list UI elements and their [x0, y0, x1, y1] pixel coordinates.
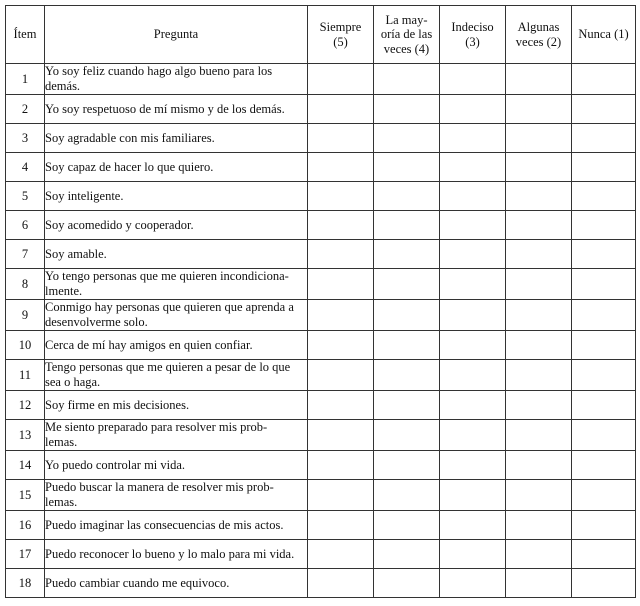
answer-cell-mayoria[interactable]: [374, 182, 440, 211]
answer-cell-nunca[interactable]: [572, 420, 636, 451]
question-cell: [45, 360, 308, 391]
answer-cell-siempre[interactable]: [308, 391, 374, 420]
answer-cell-nunca[interactable]: [572, 569, 636, 598]
item-number: 17: [6, 540, 45, 569]
answer-cell-algunas[interactable]: [506, 540, 572, 569]
answer-cell-algunas[interactable]: [506, 569, 572, 598]
table-row: [6, 540, 636, 569]
answer-cell-algunas[interactable]: [506, 451, 572, 480]
answer-cell-indeciso[interactable]: [440, 360, 506, 391]
question-text: Puedo imaginar las consecuencias de mis actos.: [45, 517, 284, 532]
header-option-nunca: [572, 6, 636, 64]
question-text: Yo soy respetuoso de mí mismo y de los demás.: [45, 101, 285, 116]
answer-cell-indeciso[interactable]: [440, 511, 506, 540]
answer-cell-siempre[interactable]: [308, 153, 374, 182]
answer-cell-algunas[interactable]: [506, 360, 572, 391]
answer-cell-indeciso[interactable]: [440, 540, 506, 569]
answer-cell-algunas[interactable]: [506, 95, 572, 124]
question-text: Yo soy feliz cuando hago algo bueno para los demás.: [45, 64, 273, 93]
item-number: 10: [6, 331, 45, 360]
item-number: 5: [6, 182, 45, 211]
answer-cell-indeciso[interactable]: [440, 95, 506, 124]
table-row: [6, 95, 636, 124]
answer-cell-mayoria[interactable]: [374, 360, 440, 391]
answer-cell-nunca[interactable]: [572, 360, 636, 391]
answer-cell-mayoria[interactable]: [374, 331, 440, 360]
item-number: 14: [6, 451, 45, 480]
item-number: 12: [6, 391, 45, 420]
answer-cell-nunca[interactable]: [572, 64, 636, 95]
answer-cell-indeciso[interactable]: [440, 420, 506, 451]
item-number: 18: [6, 569, 45, 598]
answer-cell-algunas[interactable]: [506, 182, 572, 211]
header-item: Ítem: [6, 6, 45, 64]
question-cell: [45, 391, 308, 420]
answer-cell-algunas[interactable]: [506, 211, 572, 240]
answer-cell-siempre[interactable]: [308, 124, 374, 153]
answer-cell-siempre[interactable]: [308, 480, 374, 511]
table-row: [6, 360, 636, 391]
item-number: 13: [6, 420, 45, 451]
answer-cell-nunca[interactable]: [572, 269, 636, 300]
question-text: Soy acomedido y cooperador.: [45, 217, 194, 232]
questionnaire-sheet: [5, 5, 633, 589]
question-cell: [45, 511, 308, 540]
answer-cell-indeciso[interactable]: [440, 153, 506, 182]
table-row: [6, 269, 636, 300]
question-cell: [45, 240, 308, 269]
table-row: [6, 451, 636, 480]
answer-cell-siempre[interactable]: [308, 211, 374, 240]
answer-cell-siempre[interactable]: [308, 240, 374, 269]
item-number: 3: [6, 124, 45, 153]
header-option-label: Indeciso (3): [451, 20, 494, 49]
question-text: Soy firme en mis decisiones.: [45, 397, 190, 412]
question-cell: [45, 480, 308, 511]
question-cell: [45, 269, 308, 300]
question-text: Yo tengo personas que me quieren incondiciona- lmente.: [45, 269, 289, 298]
answer-cell-siempre[interactable]: [308, 511, 374, 540]
header-option-algunas: [506, 6, 572, 64]
question-cell: [45, 331, 308, 360]
answer-cell-nunca[interactable]: [572, 480, 636, 511]
table-row: [6, 391, 636, 420]
question-cell: [45, 153, 308, 182]
answer-cell-siempre[interactable]: [308, 331, 374, 360]
answer-cell-siempre[interactable]: [308, 182, 374, 211]
survey-body: [6, 64, 636, 598]
answer-cell-nunca[interactable]: [572, 240, 636, 269]
answer-cell-mayoria[interactable]: [374, 95, 440, 124]
answer-cell-nunca[interactable]: [572, 211, 636, 240]
answer-cell-algunas[interactable]: [506, 300, 572, 331]
answer-cell-indeciso[interactable]: [440, 451, 506, 480]
answer-cell-nunca[interactable]: [572, 331, 636, 360]
header-option-label: Nunca (1): [578, 27, 629, 42]
answer-cell-algunas[interactable]: [506, 480, 572, 511]
question-text: Puedo reconocer lo bueno y lo malo para mi vida.: [45, 546, 295, 561]
answer-cell-indeciso[interactable]: [440, 480, 506, 511]
answer-cell-mayoria[interactable]: [374, 240, 440, 269]
question-text: Soy capaz de hacer lo que quiero.: [45, 159, 214, 174]
answer-cell-mayoria[interactable]: [374, 451, 440, 480]
question-cell: [45, 182, 308, 211]
header-row: [6, 6, 636, 64]
answer-cell-indeciso[interactable]: [440, 64, 506, 95]
item-number: 6: [6, 211, 45, 240]
answer-cell-indeciso[interactable]: [440, 211, 506, 240]
answer-cell-siempre[interactable]: [308, 569, 374, 598]
answer-cell-algunas[interactable]: [506, 240, 572, 269]
answer-cell-mayoria[interactable]: [374, 269, 440, 300]
question-text: Yo puedo controlar mi vida.: [45, 457, 186, 472]
question-text: Conmigo hay personas que quieren que aprenda a desenvolverme solo.: [45, 300, 294, 329]
answer-cell-mayoria[interactable]: [374, 300, 440, 331]
answer-cell-indeciso[interactable]: [440, 391, 506, 420]
answer-cell-siempre[interactable]: [308, 95, 374, 124]
answer-cell-nunca[interactable]: [572, 124, 636, 153]
question-cell: [45, 569, 308, 598]
item-number: 15: [6, 480, 45, 511]
answer-cell-nunca[interactable]: [572, 451, 636, 480]
question-text: Soy inteligente.: [45, 188, 124, 203]
table-row: [6, 480, 636, 511]
answer-cell-algunas[interactable]: [506, 124, 572, 153]
item-number: 9: [6, 300, 45, 331]
table-row: [6, 511, 636, 540]
likert-survey-table: [5, 5, 636, 598]
question-text: Puedo buscar la manera de resolver mis prob- lemas.: [45, 480, 274, 509]
answer-cell-mayoria[interactable]: [374, 211, 440, 240]
answer-cell-nunca[interactable]: [572, 511, 636, 540]
question-text: Me siento preparado para resolver mis prob- lemas.: [45, 420, 268, 449]
answer-cell-mayoria[interactable]: [374, 511, 440, 540]
answer-cell-siempre[interactable]: [308, 540, 374, 569]
table-row: [6, 124, 636, 153]
answer-cell-indeciso[interactable]: [440, 124, 506, 153]
question-cell: [45, 211, 308, 240]
answer-cell-mayoria[interactable]: [374, 64, 440, 95]
question-cell: [45, 540, 308, 569]
answer-cell-mayoria[interactable]: [374, 540, 440, 569]
question-cell: [45, 300, 308, 331]
table-row: [6, 240, 636, 269]
answer-cell-siempre[interactable]: [308, 420, 374, 451]
answer-cell-siempre[interactable]: [308, 64, 374, 95]
answer-cell-algunas[interactable]: [506, 269, 572, 300]
table-row: [6, 182, 636, 211]
question-text: Soy agradable con mis familiares.: [45, 130, 215, 145]
item-number: 8: [6, 269, 45, 300]
item-number: 11: [6, 360, 45, 391]
header-option-mayoria: [374, 6, 440, 64]
answer-cell-mayoria[interactable]: [374, 153, 440, 182]
item-number: 1: [6, 64, 45, 95]
table-row: [6, 153, 636, 182]
answer-cell-nunca[interactable]: [572, 391, 636, 420]
table-row: [6, 331, 636, 360]
table-row: [6, 420, 636, 451]
answer-cell-algunas[interactable]: [506, 391, 572, 420]
header-question: Pregunta: [45, 6, 308, 64]
table-row: [6, 211, 636, 240]
answer-cell-indeciso[interactable]: [440, 182, 506, 211]
answer-cell-nunca[interactable]: [572, 540, 636, 569]
answer-cell-indeciso[interactable]: [440, 240, 506, 269]
answer-cell-algunas[interactable]: [506, 420, 572, 451]
question-text: Cerca de mí hay amigos en quien confiar.: [45, 337, 253, 352]
question-text: Soy amable.: [45, 246, 107, 261]
answer-cell-siempre[interactable]: [308, 300, 374, 331]
question-cell: [45, 95, 308, 124]
answer-cell-algunas[interactable]: [506, 153, 572, 182]
question-text: Tengo personas que me quieren a pesar de lo que sea o haga.: [45, 360, 291, 389]
table-row: [6, 300, 636, 331]
table-row: [6, 64, 636, 95]
answer-cell-siempre[interactable]: [308, 451, 374, 480]
answer-cell-mayoria[interactable]: [374, 420, 440, 451]
answer-cell-indeciso[interactable]: [440, 331, 506, 360]
answer-cell-siempre[interactable]: [308, 269, 374, 300]
header-option-label: Siempre (5): [319, 20, 362, 49]
table-row: [6, 569, 636, 598]
question-text: Puedo cambiar cuando me equivoco.: [45, 575, 230, 590]
answer-cell-mayoria[interactable]: [374, 480, 440, 511]
question-cell: [45, 420, 308, 451]
answer-cell-mayoria[interactable]: [374, 569, 440, 598]
item-number: 16: [6, 511, 45, 540]
header-option-siempre: [308, 6, 374, 64]
answer-cell-siempre[interactable]: [308, 360, 374, 391]
answer-cell-mayoria[interactable]: [374, 124, 440, 153]
question-cell: [45, 64, 308, 95]
answer-cell-algunas[interactable]: [506, 64, 572, 95]
header-option-label: La may- oría de las veces (4): [380, 12, 433, 56]
answer-cell-nunca[interactable]: [572, 182, 636, 211]
answer-cell-algunas[interactable]: [506, 331, 572, 360]
question-cell: [45, 451, 308, 480]
item-number: 2: [6, 95, 45, 124]
answer-cell-indeciso[interactable]: [440, 269, 506, 300]
answer-cell-indeciso[interactable]: [440, 569, 506, 598]
item-number: 7: [6, 240, 45, 269]
answer-cell-nunca[interactable]: [572, 95, 636, 124]
item-number: 4: [6, 153, 45, 182]
header-option-label: Algunas veces (2): [515, 20, 562, 49]
answer-cell-nunca[interactable]: [572, 153, 636, 182]
question-cell: [45, 124, 308, 153]
answer-cell-nunca[interactable]: [572, 300, 636, 331]
answer-cell-algunas[interactable]: [506, 511, 572, 540]
answer-cell-mayoria[interactable]: [374, 391, 440, 420]
header-option-indeciso: [440, 6, 506, 64]
answer-cell-indeciso[interactable]: [440, 300, 506, 331]
